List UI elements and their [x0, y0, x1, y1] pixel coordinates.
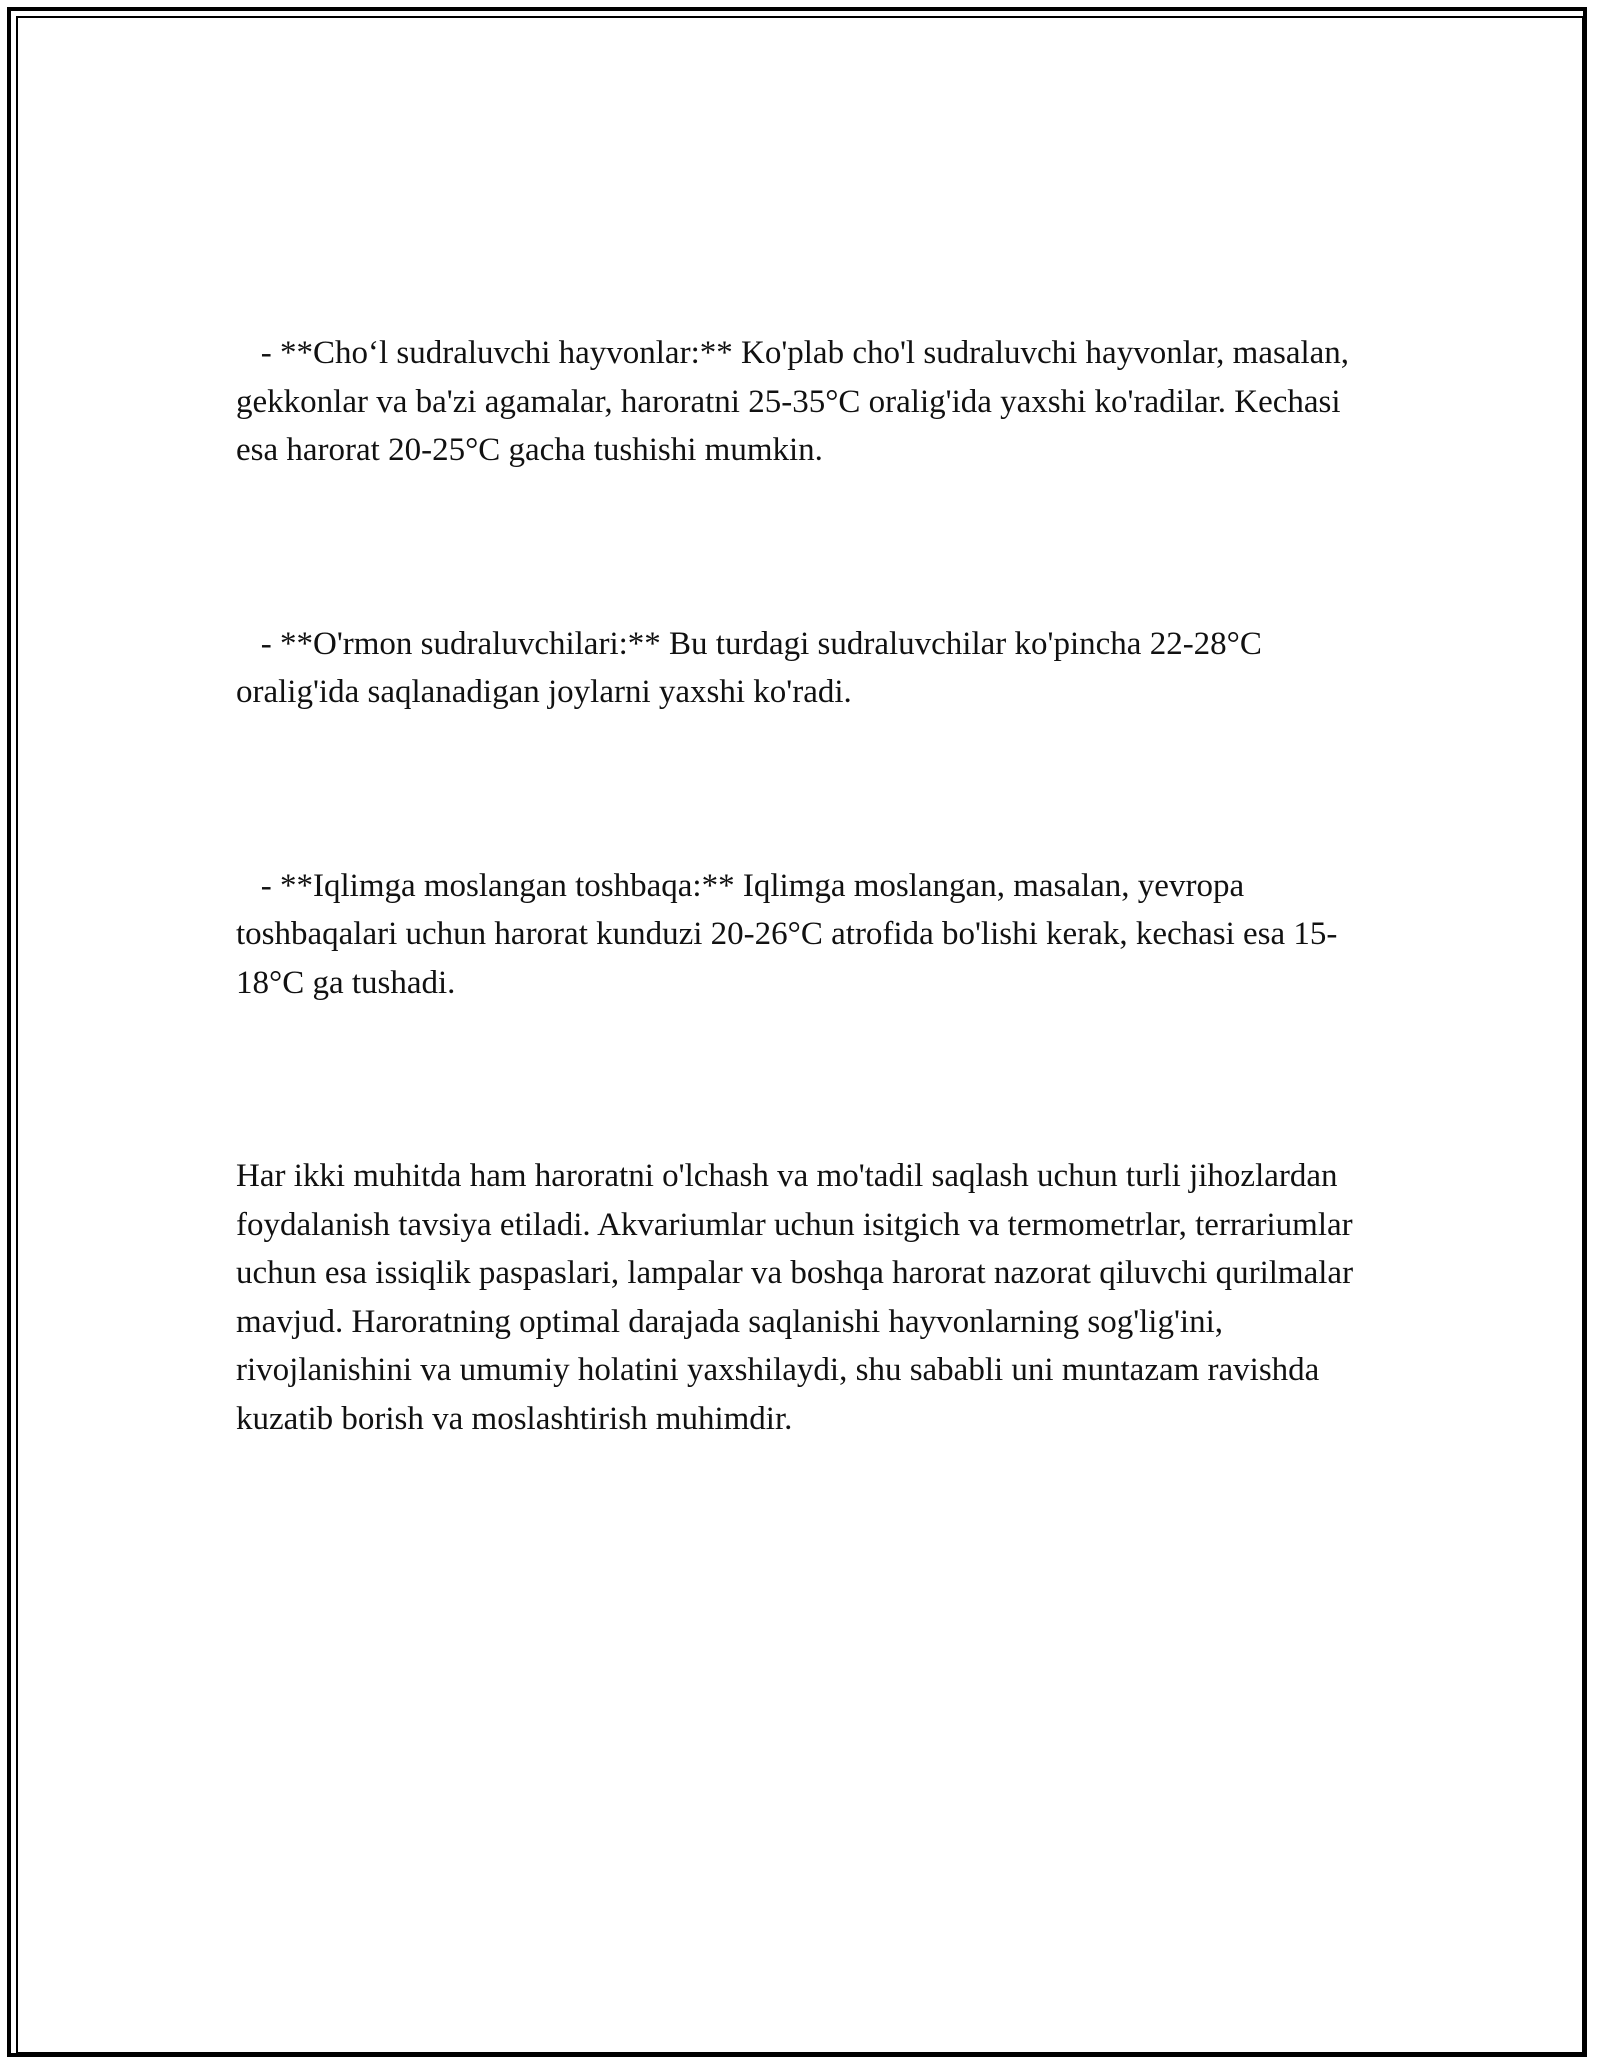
paragraph-climate-tortoise: - **Iqlimga moslangan toshbaqa:** Iqlimga moslangan, masalan, yevropa toshbaqalari uchun harorat kunduzi 20-26°C atrofida bo'lishi kerak, kechasi esa 15-18°C ga tushadi. — [236, 867, 1338, 1001]
paragraph-forest-reptiles: - **O'rmon sudraluvchilari:** Bu turdagi sudraluvchilar ko'pincha 22-28°C oralig'ida saqlanadigan joylarni yaxshi ko'radi. — [236, 625, 1271, 710]
document-body — [236, 232, 1366, 1492]
paragraph-summary: Har ikki muhitda ham haroratni o'lchash va mo'tadil saqlash uchun turli jihozlardan foydalanish tavsiya etiladi. Akvariumlar uchun isitgich va termometrlar, terrariumlar uchun esa issiqlik paspaslari, lampalar va boshqa harorat nazorat qiluvchi qurilmalar mavjud. Haroratning optimal darajada saqlanishi hayvonlarning sog'lig'ini, rivojlanishini va umumiy holatini yaxshilaydi, shu sababli uni muntazam ravishda kuzatib borish va moslashtirish muhimdir. — [236, 1158, 1362, 1437]
paragraph-desert-reptiles: - **Cho‘l sudraluvchi hayvonlar:** Ko'plab cho'l sudraluvchi hayvonlar, masalan, gekkonlar va ba'zi agamalar, haroratni 25-35°C oralig'ida yaxshi ko'radilar. Kechasi esa harorat 20-25°C gacha tushishi mumkin. — [236, 335, 1358, 468]
